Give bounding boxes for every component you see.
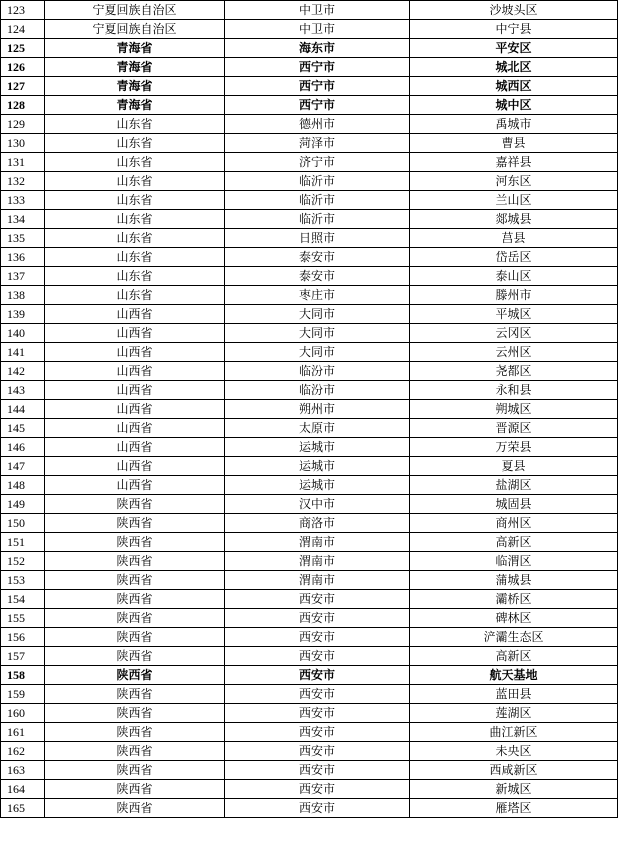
city-cell: 西安市	[225, 742, 410, 761]
row-number-cell: 154	[1, 590, 45, 609]
province-cell: 山西省	[45, 381, 225, 400]
city-cell: 汉中市	[225, 495, 410, 514]
city-cell: 运城市	[225, 476, 410, 495]
province-cell: 山东省	[45, 229, 225, 248]
row-number-cell: 149	[1, 495, 45, 514]
district-cell: 高新区	[410, 533, 618, 552]
row-number-cell: 133	[1, 191, 45, 210]
table-row	[1, 457, 618, 476]
table-row	[1, 761, 618, 780]
district-cell: 临渭区	[410, 552, 618, 571]
province-cell: 山东省	[45, 248, 225, 267]
city-cell: 临汾市	[225, 362, 410, 381]
province-cell: 山西省	[45, 476, 225, 495]
city-cell: 大同市	[225, 343, 410, 362]
district-cell: 浐灞生态区	[410, 628, 618, 647]
district-cell: 郯城县	[410, 210, 618, 229]
table-row	[1, 381, 618, 400]
city-cell: 西安市	[225, 799, 410, 818]
table-row	[1, 609, 618, 628]
table-row	[1, 628, 618, 647]
province-cell: 山西省	[45, 400, 225, 419]
table-row	[1, 476, 618, 495]
city-cell: 济宁市	[225, 153, 410, 172]
province-cell: 陕西省	[45, 628, 225, 647]
city-cell: 西安市	[225, 723, 410, 742]
table-row	[1, 210, 618, 229]
row-number-cell: 151	[1, 533, 45, 552]
city-cell: 临沂市	[225, 191, 410, 210]
table-row	[1, 685, 618, 704]
row-number-cell: 160	[1, 704, 45, 723]
province-cell: 陕西省	[45, 495, 225, 514]
district-cell: 曹县	[410, 134, 618, 153]
row-number-cell: 126	[1, 58, 45, 77]
row-number-cell: 128	[1, 96, 45, 115]
city-cell: 西安市	[225, 761, 410, 780]
city-cell: 西安市	[225, 609, 410, 628]
district-cell: 夏县	[410, 457, 618, 476]
table-row	[1, 343, 618, 362]
table-row	[1, 115, 618, 134]
row-number-cell: 142	[1, 362, 45, 381]
table-row	[1, 552, 618, 571]
district-cell: 平安区	[410, 39, 618, 58]
row-number-cell: 135	[1, 229, 45, 248]
province-cell: 山东省	[45, 286, 225, 305]
province-cell: 青海省	[45, 96, 225, 115]
table-row	[1, 153, 618, 172]
row-number-cell: 134	[1, 210, 45, 229]
table-row	[1, 533, 618, 552]
row-number-cell: 143	[1, 381, 45, 400]
table-row	[1, 514, 618, 533]
row-number-cell: 136	[1, 248, 45, 267]
city-cell: 临沂市	[225, 172, 410, 191]
table-row	[1, 647, 618, 666]
row-number-cell: 162	[1, 742, 45, 761]
table-row	[1, 799, 618, 818]
district-cell: 滕州市	[410, 286, 618, 305]
row-number-cell: 124	[1, 20, 45, 39]
district-cell: 尧都区	[410, 362, 618, 381]
district-cell: 禹城市	[410, 115, 618, 134]
district-cell: 碑林区	[410, 609, 618, 628]
district-cell: 商州区	[410, 514, 618, 533]
table-row	[1, 58, 618, 77]
table-row	[1, 229, 618, 248]
city-cell: 西宁市	[225, 96, 410, 115]
table-row	[1, 742, 618, 761]
province-cell: 山西省	[45, 324, 225, 343]
city-cell: 中卫市	[225, 1, 410, 20]
district-cell: 莲湖区	[410, 704, 618, 723]
city-cell: 德州市	[225, 115, 410, 134]
city-cell: 临汾市	[225, 381, 410, 400]
province-cell: 陕西省	[45, 533, 225, 552]
city-cell: 西安市	[225, 685, 410, 704]
province-cell: 陕西省	[45, 742, 225, 761]
district-cell: 蒲城县	[410, 571, 618, 590]
table-row	[1, 96, 618, 115]
province-cell: 山西省	[45, 362, 225, 381]
district-cell: 曲江新区	[410, 723, 618, 742]
province-cell: 青海省	[45, 58, 225, 77]
table-row	[1, 172, 618, 191]
row-number-cell: 165	[1, 799, 45, 818]
city-cell: 海东市	[225, 39, 410, 58]
province-cell: 陕西省	[45, 571, 225, 590]
row-number-cell: 159	[1, 685, 45, 704]
row-number-cell: 157	[1, 647, 45, 666]
city-cell: 西安市	[225, 628, 410, 647]
province-cell: 山西省	[45, 419, 225, 438]
city-cell: 太原市	[225, 419, 410, 438]
province-cell: 青海省	[45, 39, 225, 58]
table-row	[1, 571, 618, 590]
city-cell: 中卫市	[225, 20, 410, 39]
province-cell: 山东省	[45, 191, 225, 210]
table-row	[1, 324, 618, 343]
row-number-cell: 144	[1, 400, 45, 419]
city-cell: 运城市	[225, 457, 410, 476]
city-cell: 西安市	[225, 590, 410, 609]
province-cell: 陕西省	[45, 666, 225, 685]
city-cell: 运城市	[225, 438, 410, 457]
table-row	[1, 495, 618, 514]
city-cell: 西安市	[225, 704, 410, 723]
province-cell: 陕西省	[45, 704, 225, 723]
district-cell: 永和县	[410, 381, 618, 400]
city-cell: 渭南市	[225, 552, 410, 571]
district-cell: 嘉祥县	[410, 153, 618, 172]
district-cell: 西咸新区	[410, 761, 618, 780]
table-row	[1, 362, 618, 381]
row-number-cell: 148	[1, 476, 45, 495]
district-cell: 灞桥区	[410, 590, 618, 609]
table-row	[1, 590, 618, 609]
row-number-cell: 125	[1, 39, 45, 58]
district-cell: 雁塔区	[410, 799, 618, 818]
row-number-cell: 150	[1, 514, 45, 533]
district-cell: 朔城区	[410, 400, 618, 419]
district-cell: 莒县	[410, 229, 618, 248]
table-row	[1, 286, 618, 305]
province-cell: 陕西省	[45, 514, 225, 533]
table-row	[1, 704, 618, 723]
province-cell: 山东省	[45, 115, 225, 134]
city-cell: 西安市	[225, 780, 410, 799]
province-cell: 宁夏回族自治区	[45, 20, 225, 39]
district-cell: 航天基地	[410, 666, 618, 685]
district-cell: 城西区	[410, 77, 618, 96]
row-number-cell: 145	[1, 419, 45, 438]
row-number-cell: 146	[1, 438, 45, 457]
province-cell: 山西省	[45, 305, 225, 324]
district-cell: 岱岳区	[410, 248, 618, 267]
province-cell: 山东省	[45, 172, 225, 191]
row-number-cell: 152	[1, 552, 45, 571]
province-cell: 陕西省	[45, 590, 225, 609]
city-cell: 大同市	[225, 324, 410, 343]
province-cell: 宁夏回族自治区	[45, 1, 225, 20]
table-row	[1, 400, 618, 419]
row-number-cell: 147	[1, 457, 45, 476]
city-cell: 枣庄市	[225, 286, 410, 305]
district-cell: 万荣县	[410, 438, 618, 457]
row-number-cell: 163	[1, 761, 45, 780]
row-number-cell: 161	[1, 723, 45, 742]
province-cell: 山东省	[45, 267, 225, 286]
district-table-body	[1, 1, 618, 818]
table-row	[1, 419, 618, 438]
table-row	[1, 20, 618, 39]
row-number-cell: 132	[1, 172, 45, 191]
district-cell: 城固县	[410, 495, 618, 514]
city-cell: 临沂市	[225, 210, 410, 229]
district-cell: 河东区	[410, 172, 618, 191]
row-number-cell: 131	[1, 153, 45, 172]
table-row	[1, 248, 618, 267]
city-cell: 西安市	[225, 666, 410, 685]
city-cell: 渭南市	[225, 533, 410, 552]
row-number-cell: 139	[1, 305, 45, 324]
district-cell: 城北区	[410, 58, 618, 77]
district-cell: 晋源区	[410, 419, 618, 438]
district-cell: 蓝田县	[410, 685, 618, 704]
city-cell: 泰安市	[225, 248, 410, 267]
row-number-cell: 155	[1, 609, 45, 628]
row-number-cell: 153	[1, 571, 45, 590]
table-row	[1, 666, 618, 685]
city-cell: 商洛市	[225, 514, 410, 533]
province-cell: 陕西省	[45, 723, 225, 742]
province-cell: 山西省	[45, 343, 225, 362]
table-row	[1, 39, 618, 58]
table-row	[1, 267, 618, 286]
city-cell: 渭南市	[225, 571, 410, 590]
row-number-cell: 138	[1, 286, 45, 305]
row-number-cell: 127	[1, 77, 45, 96]
city-cell: 西宁市	[225, 77, 410, 96]
table-row	[1, 780, 618, 799]
district-cell: 未央区	[410, 742, 618, 761]
row-number-cell: 137	[1, 267, 45, 286]
row-number-cell: 130	[1, 134, 45, 153]
city-cell: 西安市	[225, 647, 410, 666]
district-cell: 沙坡头区	[410, 1, 618, 20]
province-cell: 山东省	[45, 134, 225, 153]
table-row	[1, 134, 618, 153]
table-row	[1, 191, 618, 210]
district-cell: 高新区	[410, 647, 618, 666]
province-cell: 山东省	[45, 210, 225, 229]
city-cell: 西宁市	[225, 58, 410, 77]
province-cell: 陕西省	[45, 647, 225, 666]
district-cell: 城中区	[410, 96, 618, 115]
row-number-cell: 123	[1, 1, 45, 20]
district-cell: 新城区	[410, 780, 618, 799]
district-cell: 云冈区	[410, 324, 618, 343]
province-cell: 陕西省	[45, 685, 225, 704]
city-cell: 朔州市	[225, 400, 410, 419]
table-row	[1, 438, 618, 457]
district-cell: 云州区	[410, 343, 618, 362]
province-cell: 青海省	[45, 77, 225, 96]
row-number-cell: 141	[1, 343, 45, 362]
province-cell: 陕西省	[45, 799, 225, 818]
city-cell: 大同市	[225, 305, 410, 324]
row-number-cell: 164	[1, 780, 45, 799]
district-cell: 盐湖区	[410, 476, 618, 495]
table-row	[1, 723, 618, 742]
row-number-cell: 156	[1, 628, 45, 647]
row-number-cell: 129	[1, 115, 45, 134]
city-cell: 日照市	[225, 229, 410, 248]
district-cell: 中宁县	[410, 20, 618, 39]
district-cell: 平城区	[410, 305, 618, 324]
province-cell: 山西省	[45, 457, 225, 476]
province-cell: 陕西省	[45, 761, 225, 780]
row-number-cell: 158	[1, 666, 45, 685]
table-row	[1, 305, 618, 324]
row-number-cell: 140	[1, 324, 45, 343]
table-row	[1, 77, 618, 96]
city-cell: 菏泽市	[225, 134, 410, 153]
city-cell: 泰安市	[225, 267, 410, 286]
province-cell: 山东省	[45, 153, 225, 172]
province-cell: 山西省	[45, 438, 225, 457]
district-cell: 兰山区	[410, 191, 618, 210]
province-cell: 陕西省	[45, 552, 225, 571]
province-cell: 陕西省	[45, 780, 225, 799]
table-row	[1, 1, 618, 20]
district-cell: 泰山区	[410, 267, 618, 286]
province-cell: 陕西省	[45, 609, 225, 628]
